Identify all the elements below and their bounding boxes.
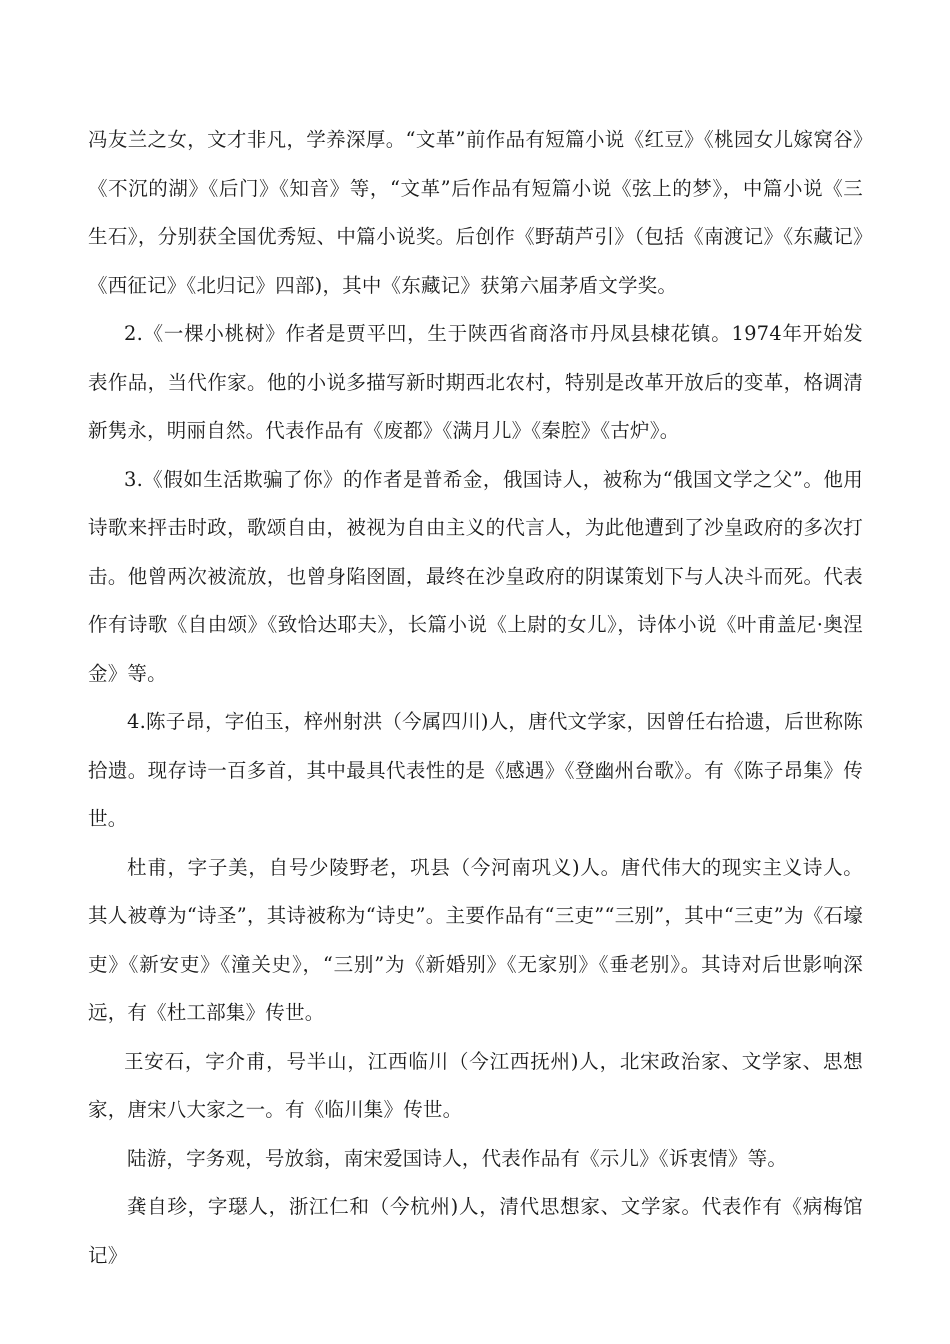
paragraph-du-fu: 杜甫，字子美，自号少陵野老，巩县（今河南巩义)人。唐代伟大的现实主义诗人。其人被尊为“诗圣”，其诗被称为“诗史”。主要作品有“三吏”“三别”，其中“三吏”为《石壕吏》《新安吏》《潼关史》，“三别”为《新婚别》《无家别》《垂老别》。其诗对后世影响深远，有《杜工部集》传世。	[88, 855, 863, 1024]
document-page	[88, 116, 863, 1280]
paragraph-pushkin: 3.《假如生活欺骗了你》的作者是普希金，俄国诗人，被称为“俄国文学之父”。他用诗歌来抨击时政，歌颂自由，被视为自由主义的代言人，为此他遭到了沙皇政府的多次打击。他曾两次被流放，也曾身陷囹圄，最终在沙皇政府的阴谋策划下与人决斗而死。代表作有诗歌《自由颂》《致恰达耶夫》，长篇小说《上尉的女儿》，诗体小说《叶甫盖尼·奥涅金》等。	[88, 467, 863, 685]
paragraph-wang-anshi: 王安石，字介甫，号半山，江西临川（今江西抚州)人，北宋政治家、文学家、思想家，唐宋八大家之一。有《临川集》传世。	[88, 1049, 863, 1121]
paragraph-lu-you: 陆游，字务观，号放翁，南宋爱国诗人，代表作品有《示儿》《诉衷情》等。	[127, 1146, 788, 1170]
paragraph-zongpu-intro: 冯友兰之女，文才非凡，学养深厚。“文革”前作品有短篇小说《红豆》《桃园女儿嫁窝谷》《不沉的湖》《后门》《知音》等，“文革”后作品有短篇小说《弦上的梦》，中篇小说《三生石》，分别获全国优秀短、中篇小说奖。后创作《野葫芦引》（包括《南渡记》《东藏记》《西征记》《北归记》四部)，其中《东藏记》获第六届茅盾文学奖。	[88, 128, 863, 297]
paragraph-chen-ziang: 4.陈子昂，字伯玉，梓州射洪（今属四川)人，唐代文学家，因曾任右拾遗，后世称陈拾遗。现存诗一百多首，其中最具代表性的是《感遇》《登幽州台歌》。有《陈子昂集》传世。	[88, 710, 864, 830]
paragraph-jia-pingwa: 2.《一棵小桃树》作者是贾平凹，生于陕西省商洛市丹凤县棣花镇。1974年开始发表作品，当代作家。他的小说多描写新时期西北农村，特别是改革开放后的变革，格调清新隽永，明丽自然。代表作品有《废都》《满月儿》《秦腔》《古炉》。	[88, 322, 863, 442]
paragraph-gong-zizhen: 龚自珍，字璱人，浙江仁和（今杭州)人，清代思想家、文学家。代表作有《病梅馆记》	[88, 1195, 863, 1267]
